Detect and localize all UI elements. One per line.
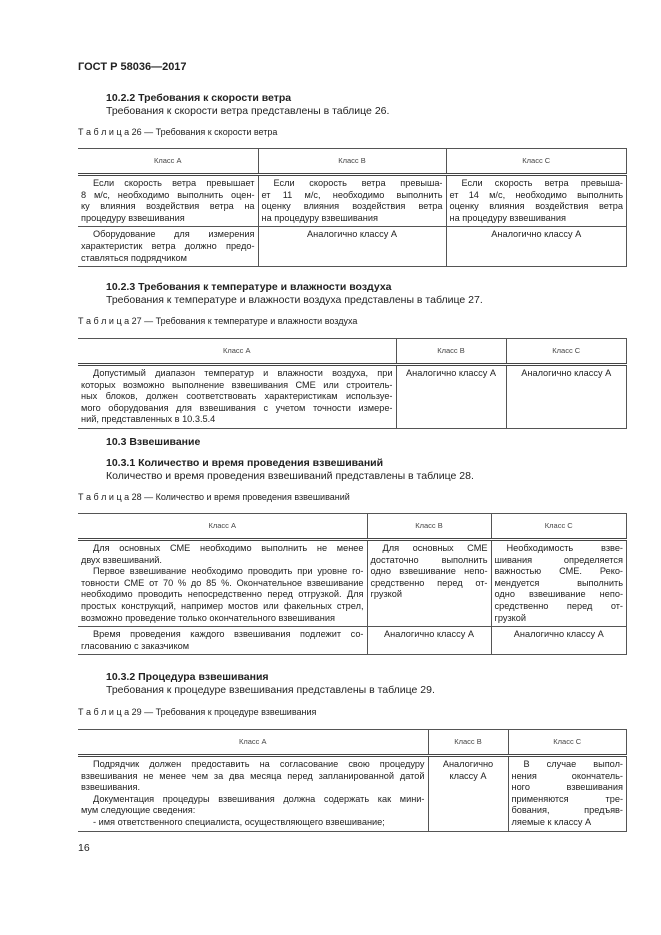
section-heading: 10.3.2 Процедура взвешивания	[106, 671, 269, 683]
table-cell	[508, 756, 627, 832]
cell-text-line: простых конструкций, например мостов или факельных стрел,	[81, 600, 364, 611]
cell-text-line: ных блоков, должен соответствовать характеристикам используе-	[81, 391, 393, 402]
document-header: ГОСТ Р 58036—2017	[78, 61, 187, 73]
cell-text-line: нения окончатель-	[511, 770, 623, 781]
cell-text-line: ку влияния воздействия ветра на	[81, 201, 255, 212]
cell-text-line: Аналогично классу А	[406, 368, 496, 378]
cell-text-line: ний, представленных в 10.3.5.4	[81, 414, 216, 425]
column-header: Класс А	[78, 339, 396, 365]
table-row	[78, 756, 627, 832]
table-cell	[446, 175, 627, 227]
cell-text-line: одно взвешивание непо-	[370, 566, 488, 577]
column-header: Класс В	[396, 339, 506, 365]
cell-text-line: В случае выпол-	[523, 759, 623, 769]
column-header: Класс А	[78, 149, 258, 175]
column-header: Класс С	[506, 339, 627, 365]
cell-text-line: оценку влияния воздействия ветра	[449, 201, 623, 212]
cell-text-line: процедуру взвешивания	[81, 212, 185, 223]
cell-text-line: грузкой	[370, 589, 403, 600]
cell-text-line: двух взвешиваний.	[81, 554, 162, 565]
section-heading: 10.2.3 Требования к температуре и влажности воздуха	[106, 281, 392, 293]
cell-text-line: - имя ответственного специалиста, осуществляющего взвешивание;	[93, 816, 385, 827]
table-cell	[258, 175, 446, 227]
cell-text-line: на процедуру взвешивания	[449, 212, 566, 223]
table-cell	[78, 756, 428, 832]
cell-text-line: бования, предъяв-	[511, 805, 623, 816]
column-header: Класс С	[446, 149, 627, 175]
cell-text-line: Для основных СМЕ	[382, 543, 488, 553]
table-row	[78, 175, 627, 227]
cell-text-line: взвешивания.	[81, 782, 141, 793]
table-header-row	[78, 730, 627, 756]
cell-text-line: Для основных СМЕ необходимо выполнить не менее	[93, 543, 364, 553]
cell-text-line: которых возможно выполнение взвешивания СМЕ или строитель-	[81, 379, 393, 390]
cell-text-line: ставляться подрядчиком	[81, 252, 187, 263]
table-cell	[258, 227, 446, 267]
cell-text-line: мого оборудования для взвешивания с учетом точности измере-	[81, 402, 393, 413]
table-row	[78, 365, 627, 429]
table-header-row	[78, 339, 627, 365]
table-caption: Т а б л и ц а 29 — Требования к процедуре взвешивания	[78, 707, 317, 717]
cell-text-line: Первое взвешивание необходимо проводить при уровне го-	[93, 566, 364, 577]
cell-text-line: Аналогично классу А	[384, 629, 474, 640]
table-cell	[367, 627, 491, 655]
table-header-row	[78, 514, 627, 540]
cell-text-line: классу А	[449, 770, 487, 781]
table-row	[78, 540, 627, 627]
cell-text-line: мендуется выполнить	[494, 577, 623, 588]
cell-text-line: 8 м/с, необходимо выполнить оцен-	[81, 189, 255, 200]
table-cell	[78, 540, 367, 627]
table-header-row	[78, 149, 627, 175]
cell-text-line: характеристик ветра должно предо-	[81, 240, 255, 251]
table-26	[78, 148, 627, 267]
table-row	[78, 627, 627, 655]
cell-text-line: товности СМЕ от 70 % до 85 %. Окончательное взвешивание	[81, 577, 364, 588]
cell-text-line: Необходимость взве-	[506, 543, 623, 553]
cell-text-line: средственно перед от-	[370, 577, 488, 588]
cell-text-line: гласованию с заказчиком	[81, 640, 190, 651]
cell-text-line: Если скорость ветра превыша-	[273, 178, 443, 188]
column-header: Класс В	[367, 514, 491, 540]
column-header: Класс А	[78, 730, 428, 756]
table-caption: Т а б л и ц а 28 — Количество и время проведения взвешиваний	[78, 492, 350, 502]
section-heading: 10.3 Взвешивание	[106, 436, 201, 448]
page-number: 16	[78, 842, 90, 854]
table-cell	[491, 540, 627, 627]
table-caption: Т а б л и ц а 26 — Требования к скорости ветра	[78, 127, 278, 137]
section-text: Требования к температуре и влажности воздуха представлены в таблице 27.	[106, 294, 483, 306]
cell-text-line: ет 11 м/с, необходимо выполнить	[261, 189, 443, 200]
section-text: Требования к процедуре взвешивания представлены в таблице 29.	[106, 684, 435, 696]
cell-text-line: Аналогично классу А	[513, 629, 604, 640]
cell-text-line: средственно перед от-	[494, 600, 623, 611]
cell-text-line: Аналогично классу А	[491, 229, 582, 240]
cell-text-line: важностью СМЕ. Реко-	[494, 566, 623, 577]
cell-text-line: Оборудование для измерения	[93, 229, 255, 240]
table-cell	[78, 627, 367, 655]
table-cell	[396, 365, 506, 429]
cell-text-line: шивания определяется	[494, 554, 623, 565]
column-header: Класс В	[428, 730, 508, 756]
table-29	[78, 729, 627, 832]
table-cell	[428, 756, 508, 832]
cell-text-line: на процедуру взвешивания	[261, 212, 378, 223]
cell-text-line: Допустимый диапазон температур и влажности воздуха, при	[93, 368, 393, 378]
table-cell	[506, 365, 627, 429]
cell-text-line: ет 14 м/с, необходимо выполнить	[449, 189, 623, 200]
table-cell	[367, 540, 491, 627]
table-row	[78, 227, 627, 267]
cell-text-line: взвешивания не менее чем за два месяца перед запланированной датой	[81, 770, 425, 781]
cell-text-line: мум следующие сведения:	[81, 805, 196, 816]
column-header: Класс С	[508, 730, 627, 756]
cell-text-line: ного взвешивания	[511, 782, 623, 793]
column-header: Класс В	[258, 149, 446, 175]
table-caption: Т а б л и ц а 27 — Требования к температуре и влажности воздуха	[78, 316, 358, 326]
cell-text-line: грузкой	[494, 612, 527, 623]
cell-text-line: Аналогично	[442, 759, 494, 769]
cell-text-line: возможно проведение только окончательного взвешивания	[81, 612, 335, 623]
cell-text-line: ляемые к классу А	[511, 816, 592, 827]
table-cell	[78, 365, 396, 429]
section-heading: 10.2.2 Требования к скорости ветра	[106, 92, 292, 104]
table-cell	[446, 227, 627, 267]
cell-text-line: Аналогично классу А	[307, 229, 397, 240]
table-27	[78, 338, 627, 429]
table-cell	[78, 227, 258, 267]
table-28	[78, 513, 627, 655]
cell-text-line: Если скорость ветра превыша-	[461, 178, 623, 188]
cell-text-line: применяются тре-	[511, 793, 623, 804]
column-header: Класс А	[78, 514, 367, 540]
cell-text-line: достаточно выполнить	[370, 554, 488, 565]
cell-text-line: Время проведения каждого взвешивания подлежит со-	[93, 629, 364, 640]
cell-text-line: необходимо проводить непосредственно перед отгрузкой. Для	[81, 589, 364, 600]
cell-text-line: одно взвешивание непо-	[494, 589, 623, 600]
section-text: Требования к скорости ветра представлены в таблице 26.	[106, 105, 390, 117]
table-cell	[78, 175, 258, 227]
cell-text-line: Аналогично классу А	[521, 368, 612, 378]
cell-text-line: Подрядчик должен предоставить на согласование свою процедуру	[93, 759, 425, 769]
section-heading: 10.3.1 Количество и время проведения взвешиваний	[106, 457, 384, 469]
cell-text-line: Если скорость ветра превышает	[93, 178, 255, 188]
section-text: Количество и время проведения взвешиваний представлены в таблице 28.	[106, 470, 474, 482]
cell-text-line: оценку влияния воздействия ветра	[261, 201, 443, 212]
column-header: Класс С	[491, 514, 627, 540]
cell-text-line: Документация процедуры взвешивания должна содержать как мини-	[93, 793, 425, 804]
table-cell	[491, 627, 627, 655]
